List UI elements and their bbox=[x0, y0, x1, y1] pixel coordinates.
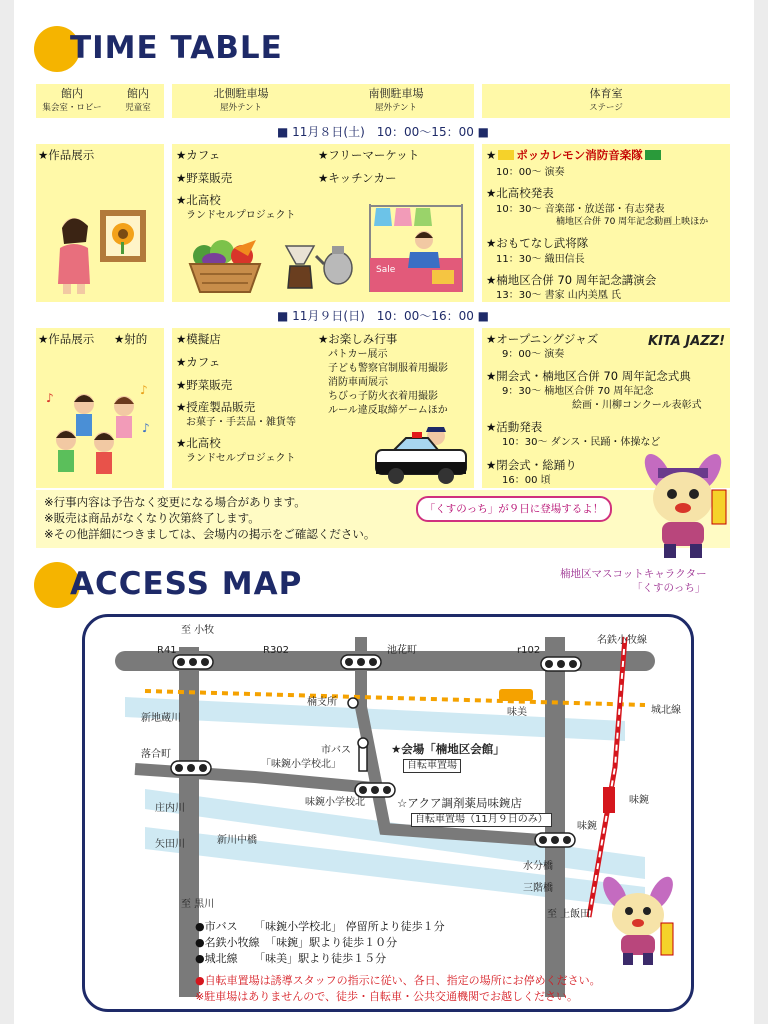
label-to-kamiiida: 至 上飯田 bbox=[547, 909, 591, 920]
day2-gym-e3-time: 10：30〜 ダンス・民踊・体操など bbox=[502, 437, 661, 448]
direction-bus: ●市バス 「味鋺小学校北」 停留所より徒歩１分 bbox=[195, 920, 445, 933]
day1-flea-market: ★フリーマーケット bbox=[318, 148, 420, 162]
art-viewer-illustration bbox=[46, 204, 156, 296]
green-flag-icon bbox=[645, 150, 661, 160]
label-r102: r102 bbox=[517, 645, 541, 656]
direction-meitetsu: ●名鉄小牧線 「味鋺」駅より徒歩１０分 bbox=[195, 936, 398, 949]
day2-gym-e1: ★オープニングジャズ bbox=[486, 332, 599, 346]
label-aqua-pharmacy: ☆アクア調剤薬局味鋺店 bbox=[397, 796, 522, 810]
lemon-flag-icon bbox=[498, 150, 514, 160]
label-ajima-school-north: 味鋺小学校北 bbox=[305, 797, 365, 808]
label-ajiyoshi: 味美 bbox=[507, 707, 527, 718]
kusunocchi-map-mascot-icon bbox=[595, 873, 685, 969]
note-3: ※その他詳細につきましては、会場内の掲示をご確認ください。 bbox=[44, 527, 376, 541]
day1-cafe: ★カフェ bbox=[176, 148, 221, 162]
children-illustration bbox=[42, 382, 160, 486]
day2-fun-events: ★お楽しみ行事 bbox=[318, 332, 398, 346]
label-shonai-river: 庄内川 bbox=[155, 803, 185, 814]
flyer-page bbox=[14, 0, 754, 1024]
label-johoku-line: 城北線 bbox=[651, 705, 681, 716]
label-to-komaki: 至 小牧 bbox=[181, 625, 215, 636]
right-margin bbox=[754, 0, 768, 1024]
label-yada-river: 矢田川 bbox=[155, 839, 185, 850]
svg-text:♪: ♪ bbox=[142, 421, 150, 435]
day1-gym-e4: ★楠地区合併 70 周年記念講演会 bbox=[486, 273, 657, 287]
day2-gym-e4: ★閉会式・総踊り bbox=[486, 458, 577, 472]
note-2: ※販売は商品がなくなり次第終了します。 bbox=[44, 511, 260, 525]
svg-text:♪: ♪ bbox=[46, 391, 54, 405]
svg-text:Sale: Sale bbox=[376, 265, 396, 275]
day2-gym-e1-time: 9：00〜 演奏 bbox=[502, 349, 565, 360]
label-mizubunbashi: 水分橋 bbox=[523, 861, 553, 872]
access-map bbox=[82, 614, 694, 1012]
coffee-illustration bbox=[282, 232, 358, 292]
day1-randsel: ランドセルプロジェクト bbox=[186, 210, 296, 221]
note-1: ※行事内容は予告なく変更になる場合があります。 bbox=[44, 495, 306, 509]
day1-gym-e2: ★北高校発表 bbox=[486, 186, 554, 200]
day2-gym-e4-time: 16：00 頃 bbox=[502, 475, 551, 486]
warning-parking: ※駐車場はありませんので、徒歩・自転車・公共交通機関でお越しください。 bbox=[195, 990, 578, 1003]
warning-bike: ●自転車置場は誘導スタッフの指示に従い、各日、指定の場所にお停めください。 bbox=[195, 974, 601, 987]
day1-gym-e3-time: 11：30〜 織田信長 bbox=[496, 254, 585, 265]
day2-fun-1: パトカー展示 bbox=[328, 349, 388, 360]
day1-gym-e3: ★おもてなし武将隊 bbox=[486, 236, 589, 250]
day1-gym-e1-time: 10：00〜 演奏 bbox=[496, 167, 565, 178]
day2-mock-shop: ★模擬店 bbox=[176, 332, 221, 346]
day1-art-exhibit: ★作品展示 bbox=[38, 148, 95, 162]
direction-johoku: ●城北線 「味美」駅より徒歩１５分 bbox=[195, 952, 387, 965]
label-city-bus: 市バス bbox=[321, 745, 351, 756]
day2-jusan-sub: お菓子・手芸品・雑貨等 bbox=[186, 417, 296, 428]
day2-vegetables: ★野菜販売 bbox=[176, 378, 233, 392]
police-car-illustration bbox=[374, 424, 470, 486]
day1-gym-e2-line2: 楠地区合併 70 周年記念動画上映ほか bbox=[556, 217, 709, 227]
flea-market-illustration bbox=[362, 196, 470, 300]
label-ajima: 味鋺 bbox=[577, 821, 597, 832]
header-kannai-1: 館内 集会室・ロビー bbox=[42, 87, 102, 113]
day2-cafe: ★カフェ bbox=[176, 355, 221, 369]
svg-text:♪: ♪ bbox=[140, 383, 148, 397]
day2-gym-e2-line1: 9：30〜 楠地区合併 70 周年記念 bbox=[502, 386, 654, 397]
vegetable-basket-illustration bbox=[186, 234, 264, 294]
day2-randsel: ランドセルプロジェクト bbox=[186, 453, 296, 464]
label-shinkawa-nakabashi: 新川中橋 bbox=[217, 835, 257, 846]
day1-kita-high: ★北高校 bbox=[176, 193, 221, 207]
day1-date: ■ 11月８日(土) 10：00〜15：00 ■ bbox=[36, 122, 730, 142]
label-bus-stop: 「味鋺小学校北」 bbox=[261, 759, 341, 770]
day2-fun-2: 子ども警察官制服着用撮影 bbox=[328, 363, 448, 374]
label-venue: ★会場「楠地区会館」 bbox=[391, 742, 505, 756]
day2-gym-e2: ★開会式・楠地区合併 70 周年記念式典 bbox=[486, 369, 691, 383]
label-bike-parking-2: 自転車置場（11月９日のみ） bbox=[411, 813, 552, 827]
day2-gym-e2-line2: 絵画・川柳コンクール表彰式 bbox=[572, 400, 702, 411]
label-ochiaicho: 落合町 bbox=[141, 749, 171, 760]
day2-fun-3: 消防車両展示 bbox=[328, 377, 388, 388]
mascot-caption-1: 楠地区マスコットキャラクター bbox=[560, 568, 707, 580]
header-south: 南側駐車場 屋外テント bbox=[368, 87, 424, 113]
timetable-title: TIME TABLE bbox=[70, 30, 283, 66]
day2-jusan: ★授産製品販売 bbox=[176, 400, 256, 414]
label-shinjizo-river: 新地蔵川 bbox=[141, 713, 181, 724]
mascot-balloon: 「くすのっち」が９日に登場するよ！ bbox=[416, 496, 612, 522]
day2-gym-e3: ★活動発表 bbox=[486, 420, 543, 434]
kusunocchi-mascot-icon bbox=[628, 450, 738, 562]
label-kusu-branch: 楠支所 bbox=[307, 697, 337, 708]
day1-gym-e2-line1: 10：30〜 音楽部・放送部・有志発表 bbox=[496, 204, 665, 215]
day1-gym-e4-time: 13：30〜 書家 山内美凰 氏 bbox=[496, 290, 621, 301]
label-meitetsu-komaki-line: 名鉄小牧線 bbox=[597, 635, 647, 646]
day2-date: ■ 11月９日(日) 10：00〜16：00 ■ bbox=[36, 306, 730, 326]
header-kannai-2: 館内 児童室 bbox=[125, 87, 151, 113]
access-title: ACCESS MAP bbox=[70, 566, 303, 602]
day2-fun-4: ちびっ子防火衣着用撮影 bbox=[328, 391, 438, 402]
label-to-kurokawa: 至 黒川 bbox=[181, 899, 215, 910]
label-r41: R41 bbox=[157, 645, 177, 656]
left-margin bbox=[0, 0, 14, 1024]
label-r302: R302 bbox=[263, 645, 290, 656]
day2-shooting: ★射的 bbox=[114, 332, 148, 346]
header-north: 北側駐車場 屋外テント bbox=[213, 87, 269, 113]
day2-fun-5: ルール違反取締ゲームほか bbox=[328, 405, 448, 416]
label-sankaibashi: 三階橋 bbox=[523, 883, 553, 894]
mascot-caption-2: 「くすのっち」 bbox=[632, 582, 706, 594]
day2-kita-high: ★北高校 bbox=[176, 436, 221, 450]
header-gym: 体育室 ステージ bbox=[589, 87, 623, 113]
label-ajima-station: 味鋺 bbox=[629, 795, 649, 806]
day2-art-exhibit: ★作品展示 bbox=[38, 332, 95, 346]
kita-jazz-logo: KITA JAZZ! bbox=[648, 334, 726, 349]
label-ikehanacho: 池花町 bbox=[387, 645, 417, 656]
label-bike-parking-1: 自転車置場 bbox=[403, 759, 461, 773]
day1-vegetables: ★野菜販売 bbox=[176, 171, 233, 185]
day1-gym-e1: ★ ポッカレモン消防音楽隊 bbox=[486, 148, 661, 163]
day1-kitchen-car: ★キッチンカー bbox=[318, 171, 397, 185]
